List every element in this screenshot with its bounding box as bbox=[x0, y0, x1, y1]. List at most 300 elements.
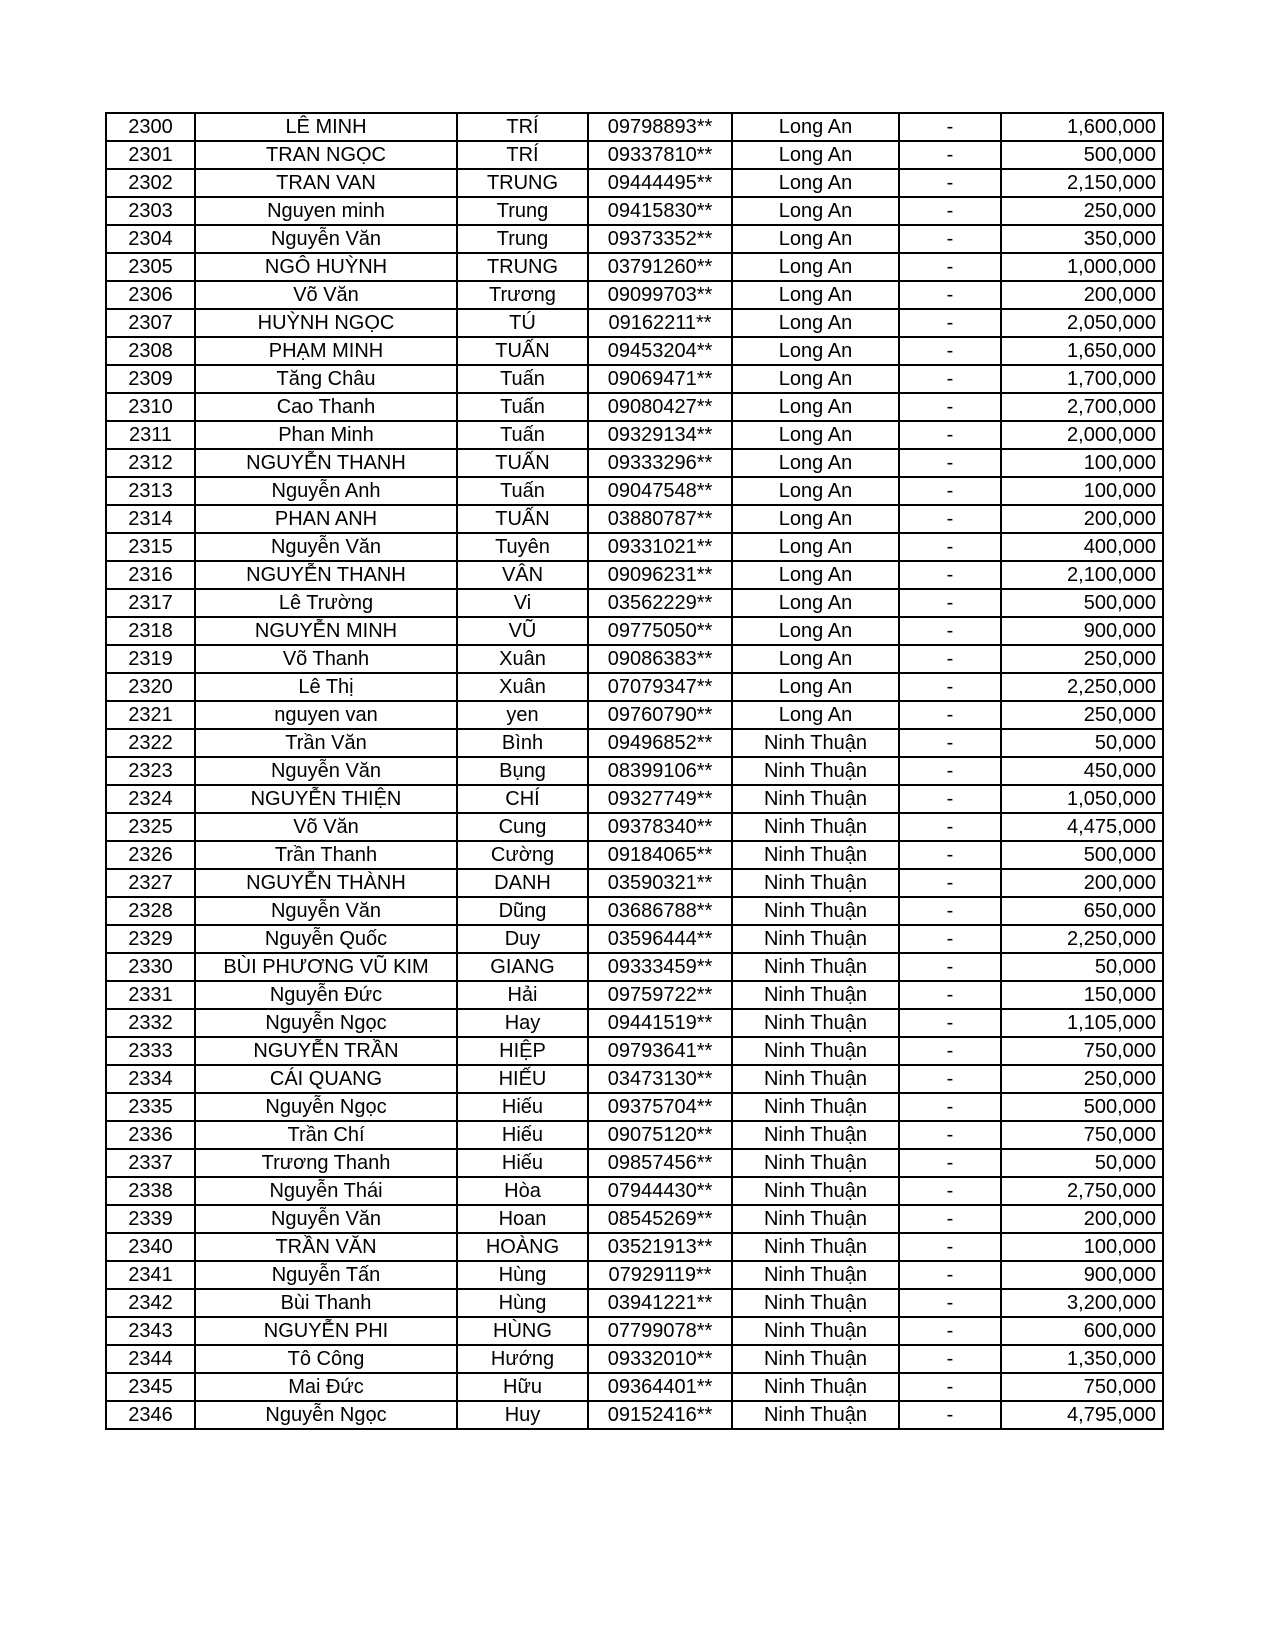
given-name-cell: CHÍ bbox=[457, 785, 588, 813]
surname-cell: NGUYỄN TRẦN bbox=[195, 1037, 457, 1065]
province-cell: Long An bbox=[732, 505, 899, 533]
province-cell: Long An bbox=[732, 533, 899, 561]
note-cell: - bbox=[899, 701, 1001, 729]
given-name-cell: Duy bbox=[457, 925, 588, 953]
province-cell: Long An bbox=[732, 617, 899, 645]
row-number-cell: 2307 bbox=[106, 309, 195, 337]
surname-cell: Nguyễn Ngọc bbox=[195, 1401, 457, 1429]
surname-cell: Nguyễn Tấn bbox=[195, 1261, 457, 1289]
surname-cell: Nguyễn Văn bbox=[195, 225, 457, 253]
note-cell: - bbox=[899, 813, 1001, 841]
amount-cell: 500,000 bbox=[1001, 1093, 1163, 1121]
table-row bbox=[106, 477, 1163, 505]
phone-cell: 03880787** bbox=[588, 505, 732, 533]
given-name-cell: Hữu bbox=[457, 1373, 588, 1401]
amount-cell: 1,700,000 bbox=[1001, 365, 1163, 393]
given-name-cell: Tuấn bbox=[457, 477, 588, 505]
note-cell: - bbox=[899, 617, 1001, 645]
given-name-cell: TUẤN bbox=[457, 505, 588, 533]
note-cell: - bbox=[899, 1345, 1001, 1373]
given-name-cell: Hùng bbox=[457, 1289, 588, 1317]
note-cell: - bbox=[899, 533, 1001, 561]
province-cell: Long An bbox=[732, 421, 899, 449]
note-cell: - bbox=[899, 589, 1001, 617]
surname-cell: NGUYỄN THÀNH bbox=[195, 869, 457, 897]
surname-cell: Nguyễn Văn bbox=[195, 1205, 457, 1233]
row-number-cell: 2301 bbox=[106, 141, 195, 169]
table-row bbox=[106, 449, 1163, 477]
given-name-cell: Xuân bbox=[457, 645, 588, 673]
table-row bbox=[106, 337, 1163, 365]
province-cell: Long An bbox=[732, 477, 899, 505]
province-cell: Long An bbox=[732, 337, 899, 365]
note-cell: - bbox=[899, 1037, 1001, 1065]
given-name-cell: Trung bbox=[457, 197, 588, 225]
surname-cell: LÊ MINH bbox=[195, 113, 457, 141]
surname-cell: Nguyễn Văn bbox=[195, 757, 457, 785]
amount-cell: 250,000 bbox=[1001, 1065, 1163, 1093]
phone-cell: 09759722** bbox=[588, 981, 732, 1009]
phone-cell: 09327749** bbox=[588, 785, 732, 813]
note-cell: - bbox=[899, 197, 1001, 225]
amount-cell: 200,000 bbox=[1001, 505, 1163, 533]
table-row bbox=[106, 365, 1163, 393]
province-cell: Long An bbox=[732, 253, 899, 281]
row-number-cell: 2343 bbox=[106, 1317, 195, 1345]
row-number-cell: 2312 bbox=[106, 449, 195, 477]
table-row bbox=[106, 169, 1163, 197]
note-cell: - bbox=[899, 785, 1001, 813]
table-row bbox=[106, 813, 1163, 841]
phone-cell: 08399106** bbox=[588, 757, 732, 785]
table-row bbox=[106, 1261, 1163, 1289]
province-cell: Long An bbox=[732, 281, 899, 309]
province-cell: Long An bbox=[732, 449, 899, 477]
row-number-cell: 2333 bbox=[106, 1037, 195, 1065]
row-number-cell: 2327 bbox=[106, 869, 195, 897]
note-cell: - bbox=[899, 673, 1001, 701]
note-cell: - bbox=[899, 561, 1001, 589]
amount-cell: 250,000 bbox=[1001, 645, 1163, 673]
province-cell: Ninh Thuận bbox=[732, 953, 899, 981]
table-row bbox=[106, 953, 1163, 981]
given-name-cell: Tuấn bbox=[457, 365, 588, 393]
row-number-cell: 2304 bbox=[106, 225, 195, 253]
surname-cell: Nguyen minh bbox=[195, 197, 457, 225]
province-cell: Long An bbox=[732, 309, 899, 337]
note-cell: - bbox=[899, 309, 1001, 337]
amount-cell: 50,000 bbox=[1001, 953, 1163, 981]
note-cell: - bbox=[899, 1205, 1001, 1233]
surname-cell: BÙI PHƯƠNG VŨ KIM bbox=[195, 953, 457, 981]
given-name-cell: DANH bbox=[457, 869, 588, 897]
surname-cell: Tăng Châu bbox=[195, 365, 457, 393]
surname-cell: Nguyễn Văn bbox=[195, 533, 457, 561]
note-cell: - bbox=[899, 1177, 1001, 1205]
given-name-cell: TUẤN bbox=[457, 449, 588, 477]
phone-cell: 09415830** bbox=[588, 197, 732, 225]
phone-cell: 09444495** bbox=[588, 169, 732, 197]
surname-cell: Bùi Thanh bbox=[195, 1289, 457, 1317]
given-name-cell: VÂN bbox=[457, 561, 588, 589]
row-number-cell: 2337 bbox=[106, 1149, 195, 1177]
given-name-cell: VŨ bbox=[457, 617, 588, 645]
note-cell: - bbox=[899, 169, 1001, 197]
table-row bbox=[106, 309, 1163, 337]
note-cell: - bbox=[899, 393, 1001, 421]
amount-cell: 50,000 bbox=[1001, 1149, 1163, 1177]
given-name-cell: Cường bbox=[457, 841, 588, 869]
note-cell: - bbox=[899, 1317, 1001, 1345]
amount-cell: 2,700,000 bbox=[1001, 393, 1163, 421]
row-number-cell: 2341 bbox=[106, 1261, 195, 1289]
row-number-cell: 2331 bbox=[106, 981, 195, 1009]
note-cell: - bbox=[899, 897, 1001, 925]
given-name-cell: TRUNG bbox=[457, 169, 588, 197]
table-row bbox=[106, 421, 1163, 449]
surname-cell: NGUYỄN MINH bbox=[195, 617, 457, 645]
table-row bbox=[106, 1177, 1163, 1205]
province-cell: Long An bbox=[732, 141, 899, 169]
given-name-cell: yen bbox=[457, 701, 588, 729]
province-cell: Ninh Thuận bbox=[732, 1401, 899, 1429]
table-row bbox=[106, 673, 1163, 701]
amount-cell: 1,050,000 bbox=[1001, 785, 1163, 813]
phone-cell: 07944430** bbox=[588, 1177, 732, 1205]
given-name-cell: Trung bbox=[457, 225, 588, 253]
table-row bbox=[106, 1289, 1163, 1317]
surname-cell: Nguyễn Văn bbox=[195, 897, 457, 925]
given-name-cell: Hiếu bbox=[457, 1121, 588, 1149]
table-row bbox=[106, 841, 1163, 869]
table-row bbox=[106, 505, 1163, 533]
amount-cell: 750,000 bbox=[1001, 1037, 1163, 1065]
row-number-cell: 2332 bbox=[106, 1009, 195, 1037]
amount-cell: 900,000 bbox=[1001, 617, 1163, 645]
amount-cell: 400,000 bbox=[1001, 533, 1163, 561]
province-cell: Long An bbox=[732, 197, 899, 225]
surname-cell: NGUYỄN THANH bbox=[195, 449, 457, 477]
row-number-cell: 2308 bbox=[106, 337, 195, 365]
province-cell: Ninh Thuận bbox=[732, 813, 899, 841]
amount-cell: 600,000 bbox=[1001, 1317, 1163, 1345]
note-cell: - bbox=[899, 953, 1001, 981]
table-row bbox=[106, 1205, 1163, 1233]
phone-cell: 09760790** bbox=[588, 701, 732, 729]
amount-cell: 200,000 bbox=[1001, 281, 1163, 309]
province-cell: Long An bbox=[732, 589, 899, 617]
given-name-cell: Hải bbox=[457, 981, 588, 1009]
note-cell: - bbox=[899, 1149, 1001, 1177]
table-row bbox=[106, 645, 1163, 673]
note-cell: - bbox=[899, 1401, 1001, 1429]
given-name-cell: TRÍ bbox=[457, 113, 588, 141]
amount-cell: 150,000 bbox=[1001, 981, 1163, 1009]
table-row bbox=[106, 1401, 1163, 1429]
table-row bbox=[106, 785, 1163, 813]
surname-cell: Lê Trường bbox=[195, 589, 457, 617]
table-row bbox=[106, 1233, 1163, 1261]
given-name-cell: GIANG bbox=[457, 953, 588, 981]
province-cell: Ninh Thuận bbox=[732, 897, 899, 925]
table-row bbox=[106, 729, 1163, 757]
given-name-cell: Hiếu bbox=[457, 1093, 588, 1121]
amount-cell: 500,000 bbox=[1001, 141, 1163, 169]
row-number-cell: 2338 bbox=[106, 1177, 195, 1205]
row-number-cell: 2310 bbox=[106, 393, 195, 421]
note-cell: - bbox=[899, 925, 1001, 953]
table-body bbox=[106, 113, 1163, 1429]
province-cell: Ninh Thuận bbox=[732, 1093, 899, 1121]
phone-cell: 09333459** bbox=[588, 953, 732, 981]
amount-cell: 100,000 bbox=[1001, 1233, 1163, 1261]
note-cell: - bbox=[899, 1065, 1001, 1093]
row-number-cell: 2324 bbox=[106, 785, 195, 813]
province-cell: Ninh Thuận bbox=[732, 925, 899, 953]
province-cell: Ninh Thuận bbox=[732, 1205, 899, 1233]
phone-cell: 07079347** bbox=[588, 673, 732, 701]
row-number-cell: 2320 bbox=[106, 673, 195, 701]
table-row bbox=[106, 1009, 1163, 1037]
row-number-cell: 2311 bbox=[106, 421, 195, 449]
phone-cell: 03686788** bbox=[588, 897, 732, 925]
phone-cell: 03791260** bbox=[588, 253, 732, 281]
province-cell: Ninh Thuận bbox=[732, 1177, 899, 1205]
province-cell: Ninh Thuận bbox=[732, 1261, 899, 1289]
given-name-cell: Hướng bbox=[457, 1345, 588, 1373]
row-number-cell: 2336 bbox=[106, 1121, 195, 1149]
amount-cell: 650,000 bbox=[1001, 897, 1163, 925]
phone-cell: 09047548** bbox=[588, 477, 732, 505]
given-name-cell: Bụng bbox=[457, 757, 588, 785]
surname-cell: PHẠM MINH bbox=[195, 337, 457, 365]
amount-cell: 3,200,000 bbox=[1001, 1289, 1163, 1317]
given-name-cell: Xuân bbox=[457, 673, 588, 701]
amount-cell: 2,150,000 bbox=[1001, 169, 1163, 197]
phone-cell: 09329134** bbox=[588, 421, 732, 449]
given-name-cell: Tuyên bbox=[457, 533, 588, 561]
table-row bbox=[106, 589, 1163, 617]
given-name-cell: Vi bbox=[457, 589, 588, 617]
amount-cell: 100,000 bbox=[1001, 477, 1163, 505]
row-number-cell: 2339 bbox=[106, 1205, 195, 1233]
surname-cell: Nguyễn Ngọc bbox=[195, 1009, 457, 1037]
amount-cell: 1,650,000 bbox=[1001, 337, 1163, 365]
table-row bbox=[106, 1037, 1163, 1065]
province-cell: Long An bbox=[732, 561, 899, 589]
table-row bbox=[106, 1149, 1163, 1177]
amount-cell: 200,000 bbox=[1001, 869, 1163, 897]
phone-cell: 09086383** bbox=[588, 645, 732, 673]
surname-cell: PHAN ANH bbox=[195, 505, 457, 533]
given-name-cell: Tuấn bbox=[457, 421, 588, 449]
given-name-cell: Hay bbox=[457, 1009, 588, 1037]
table-row bbox=[106, 561, 1163, 589]
note-cell: - bbox=[899, 281, 1001, 309]
note-cell: - bbox=[899, 1289, 1001, 1317]
province-cell: Ninh Thuận bbox=[732, 981, 899, 1009]
given-name-cell: Cung bbox=[457, 813, 588, 841]
surname-cell: nguyen van bbox=[195, 701, 457, 729]
table-row bbox=[106, 925, 1163, 953]
surname-cell: Tô Công bbox=[195, 1345, 457, 1373]
given-name-cell: TRÍ bbox=[457, 141, 588, 169]
phone-cell: 09096231** bbox=[588, 561, 732, 589]
note-cell: - bbox=[899, 1093, 1001, 1121]
table-row bbox=[106, 1065, 1163, 1093]
province-cell: Ninh Thuận bbox=[732, 1121, 899, 1149]
phone-cell: 03596444** bbox=[588, 925, 732, 953]
province-cell: Ninh Thuận bbox=[732, 1317, 899, 1345]
table-row bbox=[106, 253, 1163, 281]
phone-cell: 09364401** bbox=[588, 1373, 732, 1401]
row-number-cell: 2309 bbox=[106, 365, 195, 393]
given-name-cell: Hùng bbox=[457, 1261, 588, 1289]
given-name-cell: Bình bbox=[457, 729, 588, 757]
table-row bbox=[106, 141, 1163, 169]
province-cell: Ninh Thuận bbox=[732, 785, 899, 813]
note-cell: - bbox=[899, 449, 1001, 477]
row-number-cell: 2305 bbox=[106, 253, 195, 281]
row-number-cell: 2323 bbox=[106, 757, 195, 785]
phone-cell: 08545269** bbox=[588, 1205, 732, 1233]
phone-cell: 03562229** bbox=[588, 589, 732, 617]
province-cell: Long An bbox=[732, 225, 899, 253]
amount-cell: 2,100,000 bbox=[1001, 561, 1163, 589]
row-number-cell: 2342 bbox=[106, 1289, 195, 1317]
amount-cell: 750,000 bbox=[1001, 1121, 1163, 1149]
note-cell: - bbox=[899, 757, 1001, 785]
amount-cell: 2,000,000 bbox=[1001, 421, 1163, 449]
amount-cell: 450,000 bbox=[1001, 757, 1163, 785]
note-cell: - bbox=[899, 1373, 1001, 1401]
donation-table bbox=[105, 112, 1164, 1430]
phone-cell: 09453204** bbox=[588, 337, 732, 365]
amount-cell: 2,050,000 bbox=[1001, 309, 1163, 337]
amount-cell: 2,750,000 bbox=[1001, 1177, 1163, 1205]
surname-cell: Nguyễn Ngọc bbox=[195, 1093, 457, 1121]
row-number-cell: 2345 bbox=[106, 1373, 195, 1401]
amount-cell: 250,000 bbox=[1001, 197, 1163, 225]
province-cell: Ninh Thuận bbox=[732, 1009, 899, 1037]
phone-cell: 09080427** bbox=[588, 393, 732, 421]
surname-cell: Trần Văn bbox=[195, 729, 457, 757]
surname-cell: Cao Thanh bbox=[195, 393, 457, 421]
province-cell: Ninh Thuận bbox=[732, 1233, 899, 1261]
row-number-cell: 2322 bbox=[106, 729, 195, 757]
surname-cell: Lê Thị bbox=[195, 673, 457, 701]
row-number-cell: 2321 bbox=[106, 701, 195, 729]
amount-cell: 50,000 bbox=[1001, 729, 1163, 757]
row-number-cell: 2313 bbox=[106, 477, 195, 505]
amount-cell: 4,475,000 bbox=[1001, 813, 1163, 841]
phone-cell: 03941221** bbox=[588, 1289, 732, 1317]
table-row bbox=[106, 897, 1163, 925]
province-cell: Long An bbox=[732, 393, 899, 421]
phone-cell: 07929119** bbox=[588, 1261, 732, 1289]
row-number-cell: 2314 bbox=[106, 505, 195, 533]
row-number-cell: 2303 bbox=[106, 197, 195, 225]
row-number-cell: 2325 bbox=[106, 813, 195, 841]
surname-cell: Võ Văn bbox=[195, 813, 457, 841]
province-cell: Long An bbox=[732, 645, 899, 673]
given-name-cell: HOÀNG bbox=[457, 1233, 588, 1261]
note-cell: - bbox=[899, 729, 1001, 757]
row-number-cell: 2326 bbox=[106, 841, 195, 869]
given-name-cell: HÙNG bbox=[457, 1317, 588, 1345]
amount-cell: 750,000 bbox=[1001, 1373, 1163, 1401]
province-cell: Ninh Thuận bbox=[732, 1065, 899, 1093]
given-name-cell: Dũng bbox=[457, 897, 588, 925]
surname-cell: NGÔ HUỲNH bbox=[195, 253, 457, 281]
table-row bbox=[106, 617, 1163, 645]
phone-cell: 09152416** bbox=[588, 1401, 732, 1429]
row-number-cell: 2315 bbox=[106, 533, 195, 561]
table-row bbox=[106, 533, 1163, 561]
phone-cell: 03590321** bbox=[588, 869, 732, 897]
surname-cell: Võ Thanh bbox=[195, 645, 457, 673]
surname-cell: Mai Đức bbox=[195, 1373, 457, 1401]
given-name-cell: Hòa bbox=[457, 1177, 588, 1205]
table-row bbox=[106, 113, 1163, 141]
note-cell: - bbox=[899, 113, 1001, 141]
row-number-cell: 2318 bbox=[106, 617, 195, 645]
row-number-cell: 2335 bbox=[106, 1093, 195, 1121]
given-name-cell: Trương bbox=[457, 281, 588, 309]
amount-cell: 500,000 bbox=[1001, 841, 1163, 869]
note-cell: - bbox=[899, 365, 1001, 393]
amount-cell: 500,000 bbox=[1001, 589, 1163, 617]
amount-cell: 250,000 bbox=[1001, 701, 1163, 729]
surname-cell: Trương Thanh bbox=[195, 1149, 457, 1177]
surname-cell: Nguyễn Đức bbox=[195, 981, 457, 1009]
surname-cell: CÁI QUANG bbox=[195, 1065, 457, 1093]
note-cell: - bbox=[899, 981, 1001, 1009]
row-number-cell: 2302 bbox=[106, 169, 195, 197]
row-number-cell: 2340 bbox=[106, 1233, 195, 1261]
given-name-cell: TUẤN bbox=[457, 337, 588, 365]
given-name-cell: Hoan bbox=[457, 1205, 588, 1233]
table-row bbox=[106, 281, 1163, 309]
phone-cell: 09075120** bbox=[588, 1121, 732, 1149]
amount-cell: 100,000 bbox=[1001, 449, 1163, 477]
row-number-cell: 2346 bbox=[106, 1401, 195, 1429]
amount-cell: 200,000 bbox=[1001, 1205, 1163, 1233]
phone-cell: 07799078** bbox=[588, 1317, 732, 1345]
surname-cell: Trần Thanh bbox=[195, 841, 457, 869]
phone-cell: 09099703** bbox=[588, 281, 732, 309]
phone-cell: 09332010** bbox=[588, 1345, 732, 1373]
province-cell: Ninh Thuận bbox=[732, 757, 899, 785]
province-cell: Ninh Thuận bbox=[732, 841, 899, 869]
surname-cell: NGUYỄN THIỆN bbox=[195, 785, 457, 813]
province-cell: Long An bbox=[732, 701, 899, 729]
row-number-cell: 2316 bbox=[106, 561, 195, 589]
amount-cell: 2,250,000 bbox=[1001, 673, 1163, 701]
province-cell: Ninh Thuận bbox=[732, 869, 899, 897]
row-number-cell: 2317 bbox=[106, 589, 195, 617]
province-cell: Long An bbox=[732, 169, 899, 197]
row-number-cell: 2300 bbox=[106, 113, 195, 141]
table-row bbox=[106, 393, 1163, 421]
phone-cell: 09775050** bbox=[588, 617, 732, 645]
note-cell: - bbox=[899, 1121, 1001, 1149]
row-number-cell: 2329 bbox=[106, 925, 195, 953]
phone-cell: 03521913** bbox=[588, 1233, 732, 1261]
amount-cell: 1,000,000 bbox=[1001, 253, 1163, 281]
phone-cell: 09162211** bbox=[588, 309, 732, 337]
amount-cell: 1,105,000 bbox=[1001, 1009, 1163, 1037]
